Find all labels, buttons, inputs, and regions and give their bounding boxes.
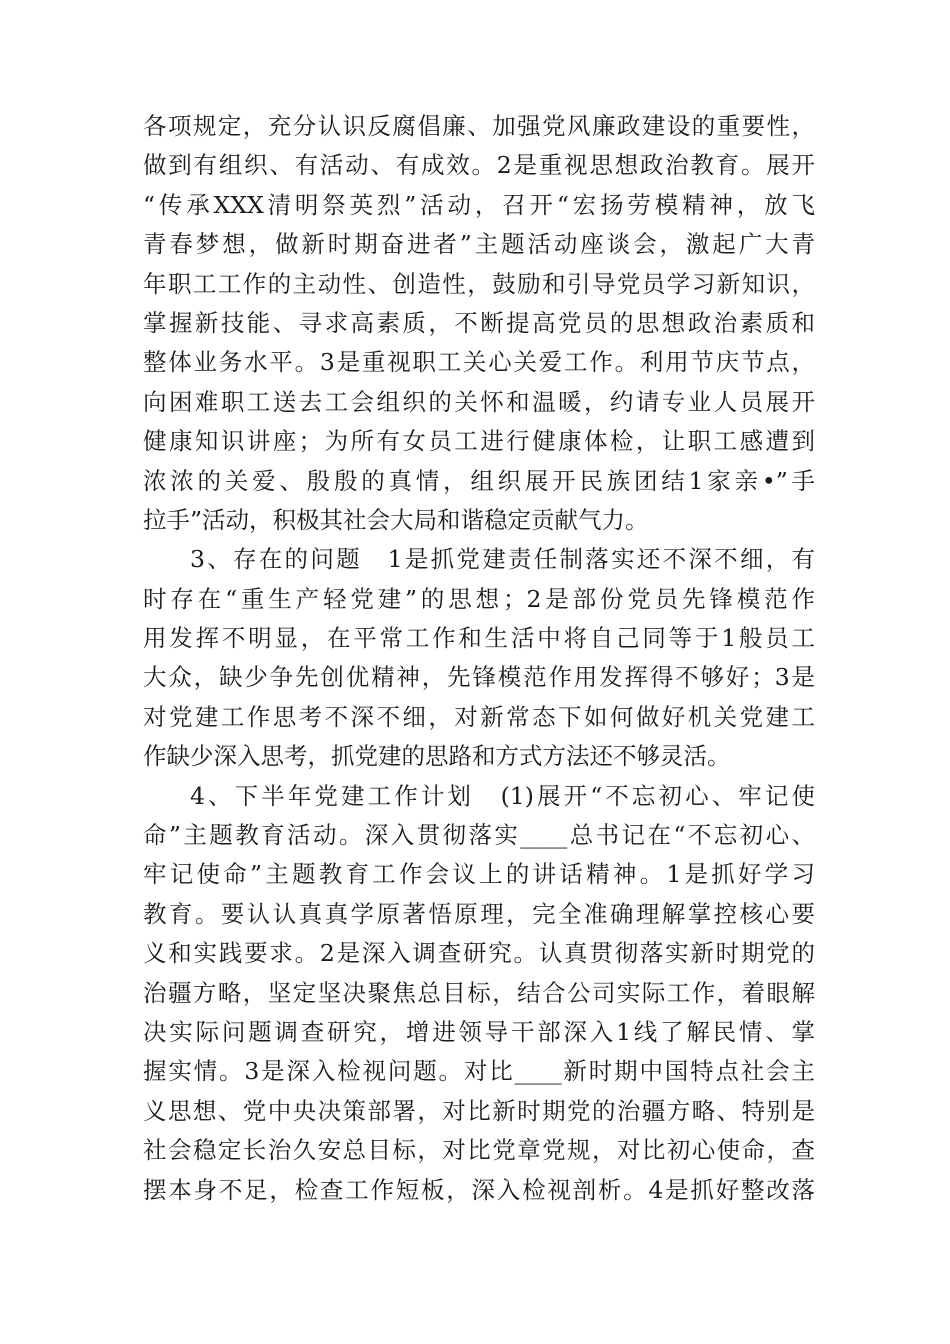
text-line: 摆本身不足，检查工作短板，深入检视剖析。4是抓好整改落 — [143, 1175, 815, 1204]
text-line: 义和实践要求。2是深入调查研究。认真贯彻落实新时期党的 — [143, 939, 815, 968]
text-line: 时存在“重生产轻党建”的思想；2是部份党员先锋模范作 — [143, 584, 815, 613]
text-line: 作缺少深入思考，抓党建的思路和方式方法还不够灵活。 — [143, 742, 731, 771]
section-heading-line: 4、下半年党建工作计划 (1)展开“不忘初心、牢记使 — [190, 781, 815, 810]
text-line: 拉手”活动，积极其社会大局和谐稳定贡献气力。 — [143, 505, 649, 534]
paragraph-existing-problems — [143, 540, 815, 776]
text-line: 浓浓的关爱、殷殷的真情，组织展开民族团结1家亲•”手 — [143, 466, 815, 495]
text-line: 命”主题教育活动。深入贯彻落实____总书记在“不忘初心、 — [143, 821, 815, 850]
text-line: 决实际问题调查研究，增进领导干部深入1线了解民情、掌 — [143, 1017, 815, 1046]
text-line: 对党建工作思考不深不细，对新常态下如何做好机关党建工 — [143, 702, 815, 731]
text-line: 义思想、党中央决策部署，对比新时期党的治疆方略、特别是 — [143, 1096, 815, 1125]
text-line: 教育。要认认真真学原著悟原理，完全准确理解掌控核心要 — [143, 899, 815, 928]
text-line: 健康知识讲座；为所有女员工进行健康体检，让职工感遭到 — [143, 427, 815, 456]
text-line: “传承XXX清明祭英烈”活动，召开“宏扬劳模精神，放飞 — [143, 190, 815, 219]
text-line: 牢记使命”主题教育工作会议上的讲话精神。1是抓好学习 — [143, 860, 815, 889]
text-line: 用发挥不明显，在平常工作和生活中将自己同等于1般员工 — [143, 624, 815, 653]
text-line: 向困难职工送去工会组织的关怀和温暖，约请专业人员展开 — [143, 387, 815, 416]
text-line: 做到有组织、有活动、有成效。2是重视思想政治教育。展开 — [143, 151, 815, 180]
paragraph-work-plan — [143, 777, 815, 1210]
section-heading-line: 3、存在的问题 1是抓党建责任制落实还不深不细，有 — [190, 545, 815, 574]
text-line: 青春梦想，做新时期奋进者”主题活动座谈会，激起广大青 — [143, 230, 815, 259]
paragraph-activities — [143, 107, 815, 540]
text-line: 年职工工作的主动性、创造性，鼓励和引导党员学习新知识， — [143, 269, 815, 298]
text-line: 治疆方略，坚定坚决聚焦总目标，结合公司实际工作，着眼解 — [143, 978, 815, 1007]
text-line: 各项规定，充分认识反腐倡廉、加强党风廉政建设的重要性， — [143, 112, 815, 140]
body-text — [143, 107, 815, 1210]
text-line: 整体业务水平。3是重视职工关心关爱工作。利用节庆节点， — [143, 348, 815, 377]
text-line: 社会稳定长治久安总目标，对比党章党规，对比初心使命，查 — [143, 1136, 815, 1165]
text-line: 大众，缺少争先创优精神，先锋模范作用发挥得不够好；3是 — [143, 663, 815, 692]
text-line: 握实情。3是深入检视问题。对比____新时期中国特点社会主 — [143, 1057, 815, 1086]
text-line: 掌握新技能、寻求高素质，不断提高党员的思想政治素质和 — [143, 308, 815, 337]
